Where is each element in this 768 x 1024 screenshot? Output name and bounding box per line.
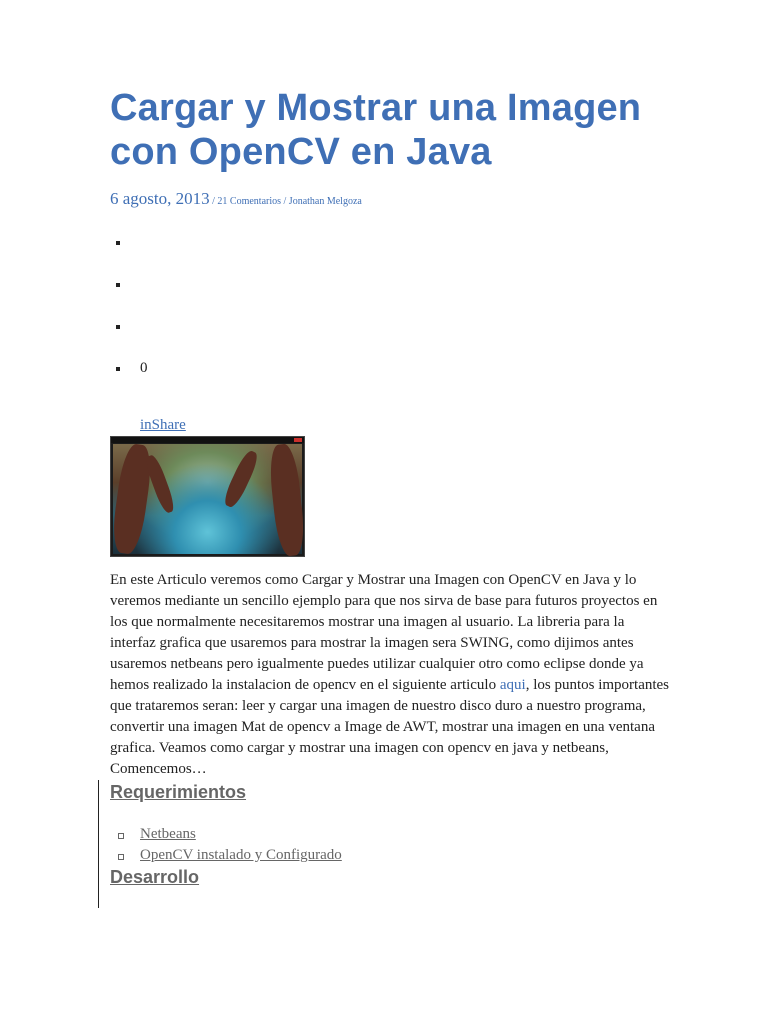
share-item-count[interactable] <box>110 355 670 397</box>
bullet-icon <box>118 833 124 839</box>
requirements-heading: Requerimientos <box>110 782 247 802</box>
share-count: 0 <box>140 360 148 376</box>
tree-trunk <box>221 448 261 509</box>
margin-rule <box>98 780 99 908</box>
tree-trunk <box>267 443 305 557</box>
inshare-link[interactable]: inShare <box>140 417 186 433</box>
window-titlebar <box>111 437 304 443</box>
article-date[interactable]: 6 agosto, 2013 <box>110 189 210 208</box>
trees-lake-photo <box>113 444 302 554</box>
share-item[interactable] <box>110 229 670 271</box>
close-icon <box>294 438 302 442</box>
article-title: Cargar y Mostrar una Imagen con OpenCV en Java <box>110 87 642 173</box>
requirement-item[interactable]: OpenCV instalado y Configurado <box>110 845 342 866</box>
article-meta <box>110 189 670 209</box>
article <box>110 86 670 397</box>
article-meta-rest[interactable]: / 21 Comentarios / Jonathan Melgoza <box>209 196 362 207</box>
aqui-link[interactable]: aqui <box>499 677 526 693</box>
bullet-icon <box>116 283 120 287</box>
share-buttons-list <box>110 229 670 397</box>
article-screenshot-image <box>110 436 305 557</box>
bullet-icon <box>118 854 124 860</box>
development-heading: Desarrollo <box>110 867 200 887</box>
bullet-icon <box>116 325 120 329</box>
article-paragraph: En este Articulo veremos como Cargar y Mostrar una Imagen con OpenCV en Java y lo veremos mediante un sencillo ejemplo para que nos sirva de base para futuros proyectos en los que normalmente necesitaremos mostrar una imagen al usuario. La libreria para la interfaz grafica que usaremos para mostrar la imagen sera SWING, como dijimos antes usaremos netbeans pero igualmente puedes utilizar cualquier otro como eclipse donde ya hemos realizado la instalacion de opencv en el siguiente articulo aqui, los puntos importantes que trataremos seran: leer y cargar una imagen de nuestro disco duro a nuestro programa, convertir una imagen Mat de opencv a Image de AWT, mostrar una imagen en una ventana grafica. Veamos como cargar y mostrar una imagen con opencv en java y netbeans, Comencemos… <box>110 572 670 777</box>
bullet-icon <box>116 367 120 371</box>
requirements-list <box>110 824 342 866</box>
requirement-item[interactable]: Netbeans <box>110 824 342 845</box>
bullet-icon <box>116 241 120 245</box>
share-item[interactable] <box>110 271 670 313</box>
share-item[interactable] <box>110 313 670 355</box>
